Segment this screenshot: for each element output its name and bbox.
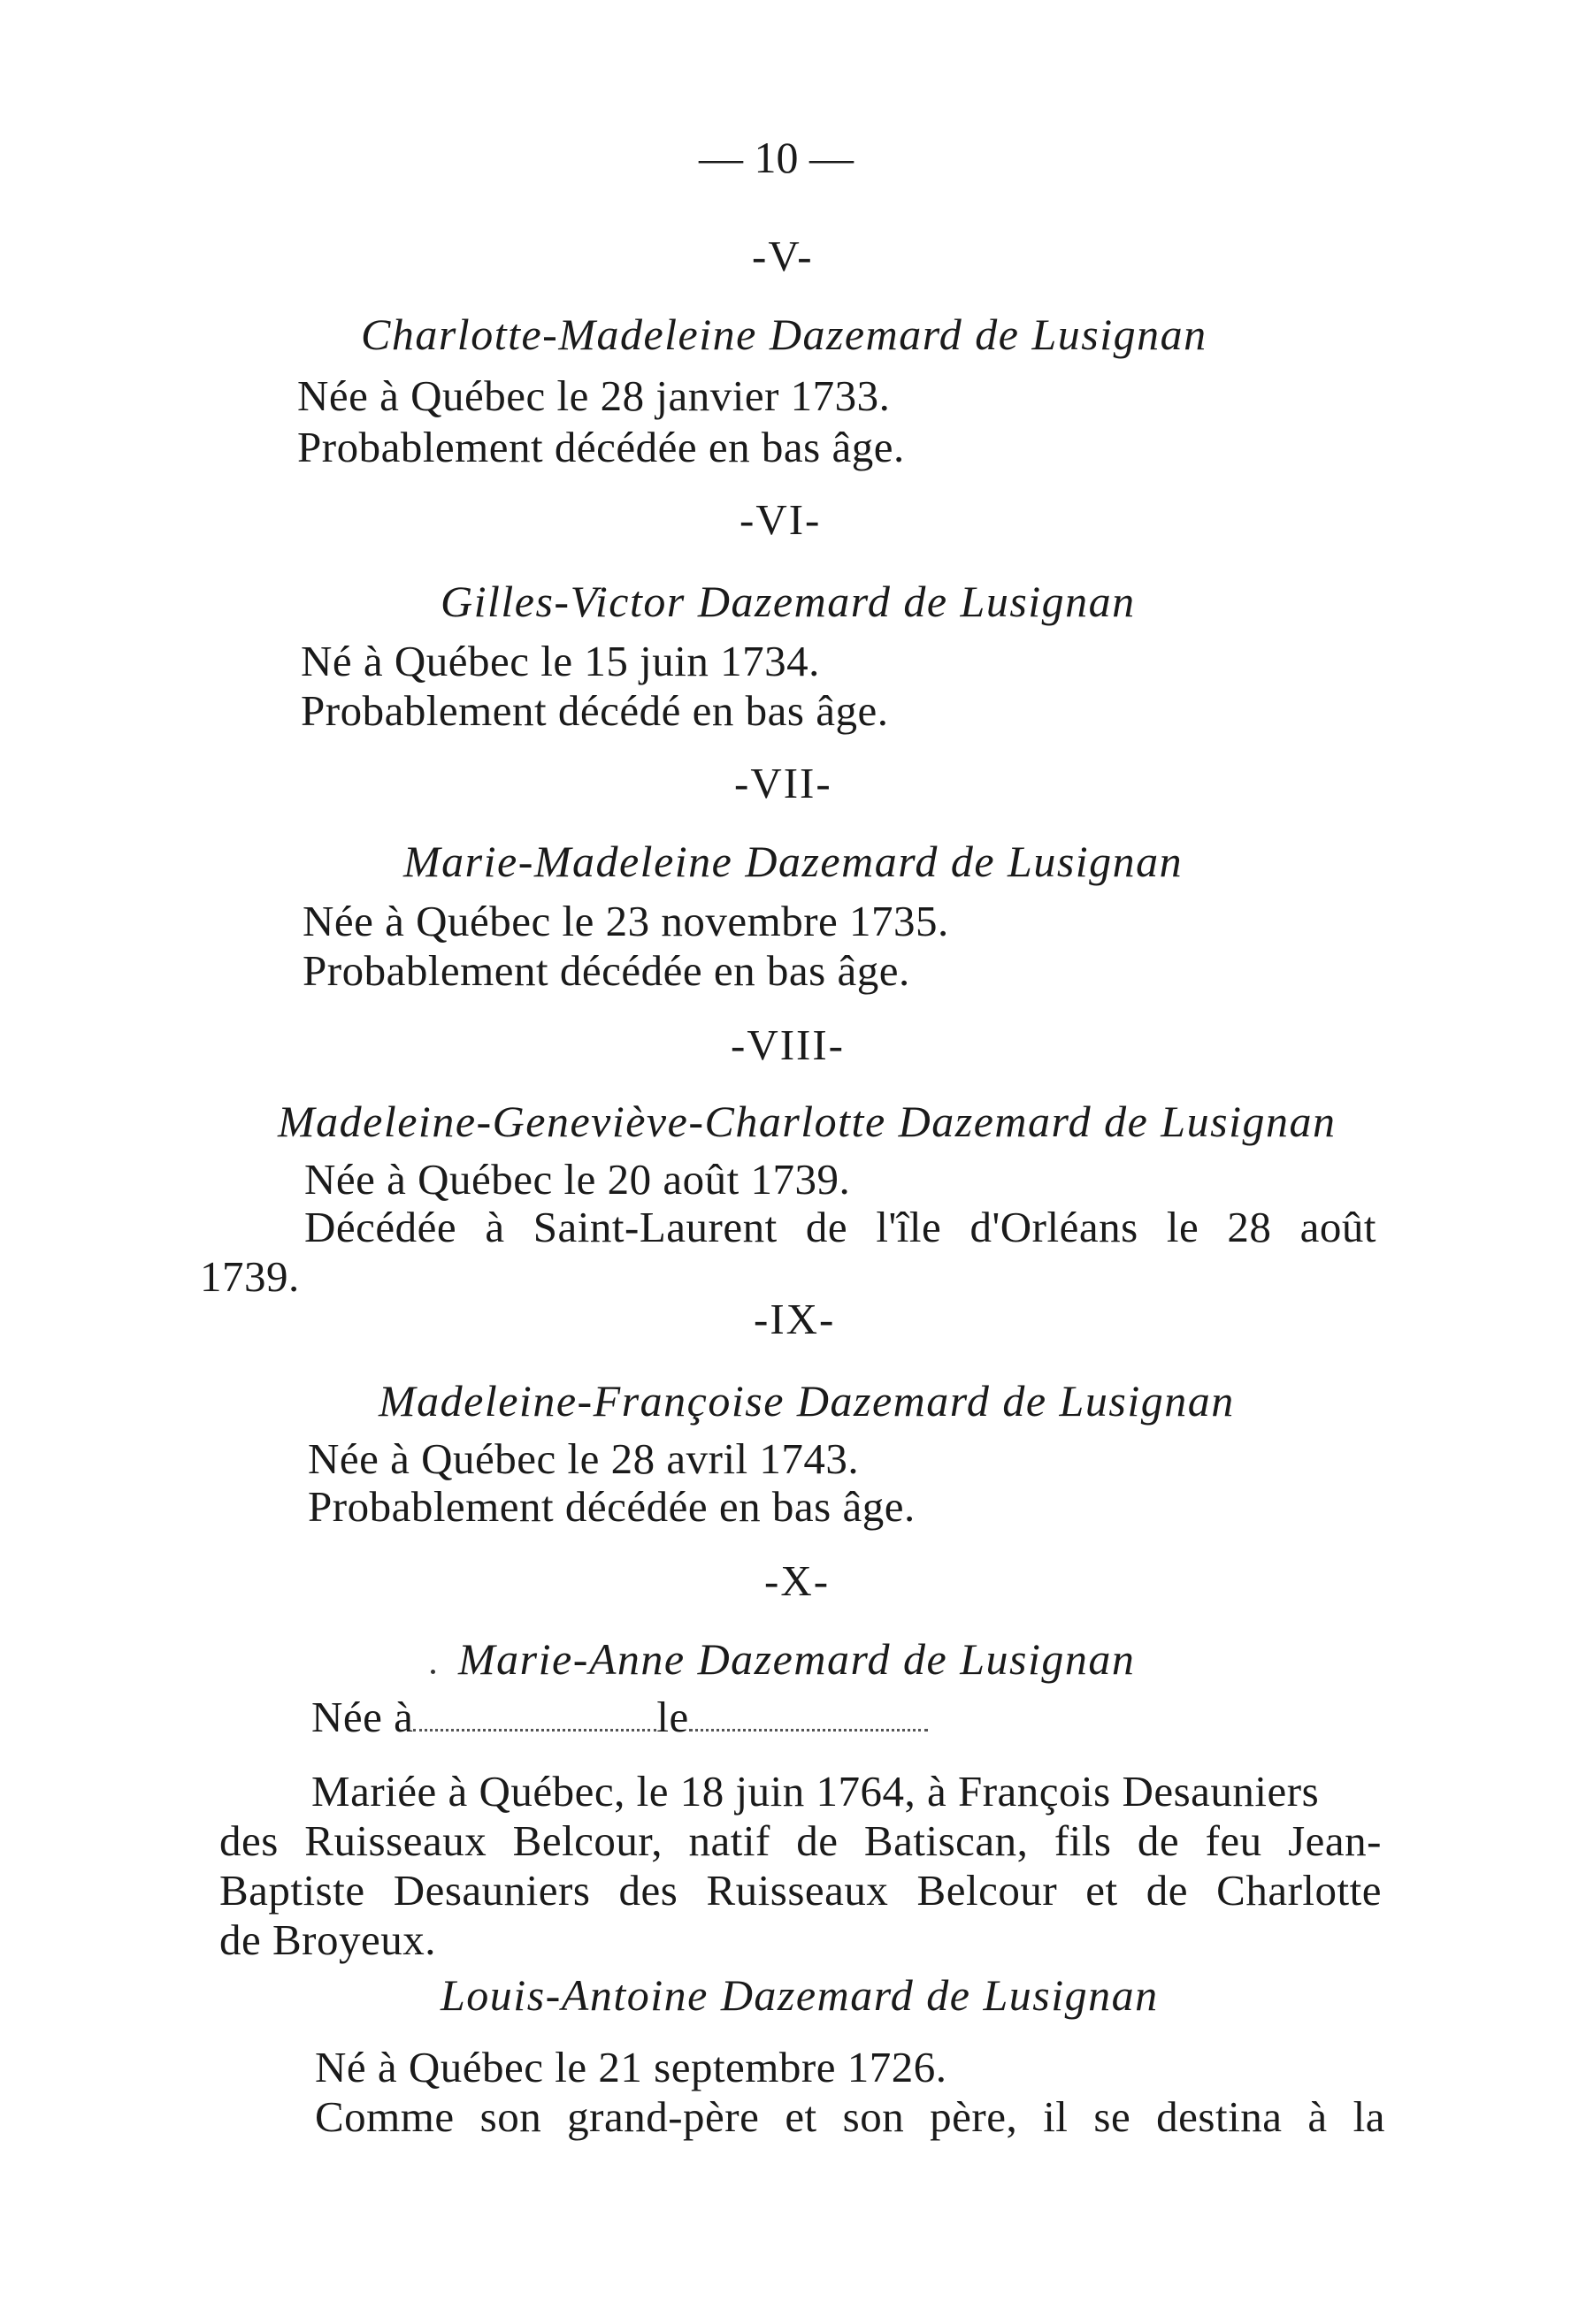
page-number: — 10 —	[699, 133, 854, 182]
section-numeral-x: -X-	[764, 1556, 831, 1605]
marriage-line-1: Mariée à Québec, le 18 juin 1764, à François Desauniers	[311, 1767, 1320, 1816]
blank-place-dots	[413, 1729, 656, 1732]
ink-speck	[431, 1670, 435, 1674]
person-name-louis-antoine: Louis-Antoine Dazemard de Lusignan	[441, 1970, 1159, 2020]
marriage-line-2: des Ruisseaux Belcour, natif de Batiscan, fils de feu Jean-	[219, 1816, 1382, 1865]
birth-prefix: Née à	[311, 1693, 414, 1741]
section-numeral-ix: -IX-	[754, 1295, 836, 1343]
person-name-gilles-victor: Gilles-Victor Dazemard de Lusignan	[441, 577, 1136, 626]
death-line: Probablement décédée en bas âge.	[308, 1482, 916, 1531]
death-line: Probablement décédée en bas âge.	[297, 423, 905, 471]
career-line: Comme son grand-père et son père, il se destina à la	[315, 2092, 1385, 2141]
birth-line: Né à Québec le 15 juin 1734.	[301, 637, 820, 685]
death-line: Probablement décédé en bas âge.	[301, 686, 889, 735]
birth-mid: le	[656, 1693, 689, 1741]
blank-date-dots	[689, 1729, 928, 1732]
birth-line: Née à Québec le 20 août 1739.	[304, 1155, 851, 1204]
person-name-marie-anne: Marie-Anne Dazemard de Lusignan	[458, 1634, 1136, 1684]
section-numeral-vi: -VI-	[740, 495, 822, 544]
section-numeral-v: -V-	[752, 232, 814, 280]
marriage-line-4: de Broyeux.	[219, 1915, 436, 1964]
birth-line: Née à Québec le 28 avril 1743.	[308, 1434, 860, 1483]
death-year-line: 1739.	[200, 1252, 300, 1301]
person-name-madeleine-genevieve-charlotte: Madeleine-Geneviève-Charlotte Dazemard de Lusignan	[278, 1097, 1337, 1146]
section-numeral-vii: -VII-	[734, 759, 832, 807]
death-line: Probablement décédée en bas âge.	[303, 946, 910, 995]
birth-line: Née à Québec le 28 janvier 1733.	[297, 371, 891, 420]
section-numeral-viii: -VIII-	[731, 1021, 845, 1069]
death-line: Décédée à Saint-Laurent de l'île d'Orléans le 28 août	[304, 1203, 1376, 1251]
birth-line: Né à Québec le 21 septembre 1726.	[315, 2043, 947, 2091]
marriage-line-3: Baptiste Desauniers des Ruisseaux Belcour et de Charlotte	[219, 1866, 1382, 1915]
person-name-madeleine-francoise: Madeleine-Françoise Dazemard de Lusignan	[379, 1376, 1235, 1426]
birth-line-blank	[311, 1693, 928, 1742]
birth-line: Née à Québec le 23 novembre 1735.	[303, 897, 949, 945]
person-name-marie-madeleine: Marie-Madeleine Dazemard de Lusignan	[403, 837, 1184, 886]
person-name-charlotte-madeleine: Charlotte-Madeleine Dazemard de Lusignan	[361, 310, 1207, 359]
